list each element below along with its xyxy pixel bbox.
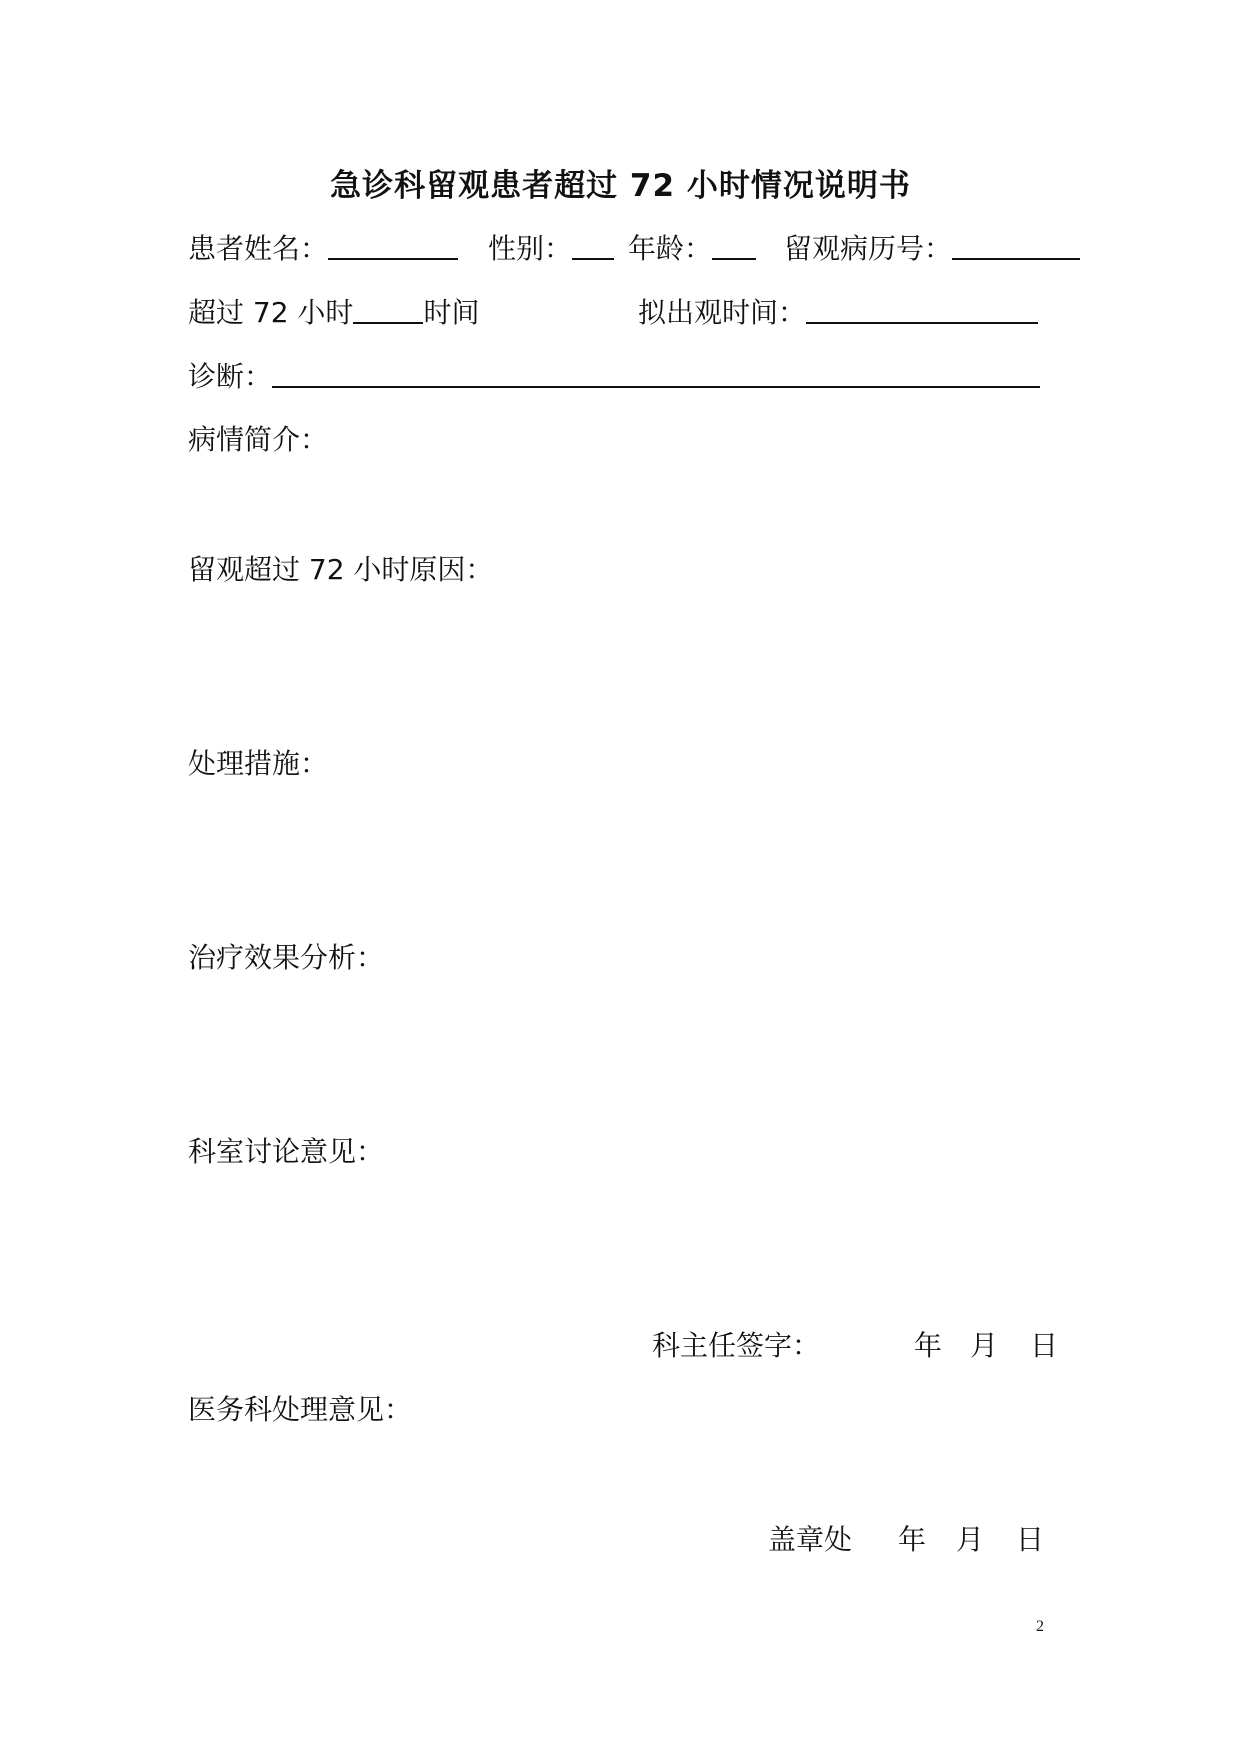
record-number-blank[interactable]: [952, 228, 1080, 260]
seal-label: 盖章处: [768, 1523, 853, 1556]
patient-name-blank[interactable]: [328, 228, 458, 260]
director-sign-year: 年: [914, 1329, 943, 1362]
record-number-field: [784, 228, 1080, 269]
age-label: 年龄：: [628, 232, 713, 265]
director-sign-day: 日: [1030, 1329, 1059, 1362]
diagnosis-blank[interactable]: [272, 356, 1040, 388]
medical-affairs-label: 医务科处理意见：: [188, 1393, 413, 1426]
seal-day: 日: [1016, 1523, 1045, 1556]
reason-label: 留观超过 72 小时原因：: [188, 553, 494, 586]
planned-exit-label: 拟出观时间：: [638, 296, 807, 329]
age-field: [628, 228, 756, 269]
patient-name-label: 患者姓名：: [188, 232, 329, 265]
over-72h-field: [188, 292, 479, 333]
patient-name-field: [188, 228, 458, 269]
page-number: 2: [1036, 1618, 1044, 1635]
gender-blank[interactable]: [572, 228, 614, 260]
over-72h-suffix: 时间: [423, 296, 480, 329]
seal-year: 年: [898, 1523, 927, 1556]
page-title: 急诊科留观患者超过 72 小时情况说明书: [330, 168, 911, 204]
gender-field: [488, 228, 614, 269]
planned-exit-blank[interactable]: [806, 292, 1038, 324]
diagnosis-field: [188, 356, 1040, 397]
gender-label: 性别：: [488, 232, 573, 265]
over-72h-blank[interactable]: [353, 292, 423, 324]
record-number-label: 留观病历号：: [784, 232, 953, 265]
seal-month: 月: [956, 1523, 985, 1556]
director-sign-label: 科主任签字：: [652, 1329, 821, 1362]
dept-discussion-label: 科室讨论意见：: [188, 1135, 385, 1168]
director-sign-month: 月: [970, 1329, 999, 1362]
illness-summary-label: 病情简介：: [188, 423, 329, 456]
diagnosis-label: 诊断：: [188, 360, 273, 393]
effect-analysis-label: 治疗效果分析：: [188, 941, 385, 974]
measures-label: 处理措施：: [188, 747, 329, 780]
age-blank[interactable]: [712, 228, 756, 260]
over-72h-prefix: 超过 72 小时: [188, 296, 354, 329]
planned-exit-field: [638, 292, 1038, 333]
